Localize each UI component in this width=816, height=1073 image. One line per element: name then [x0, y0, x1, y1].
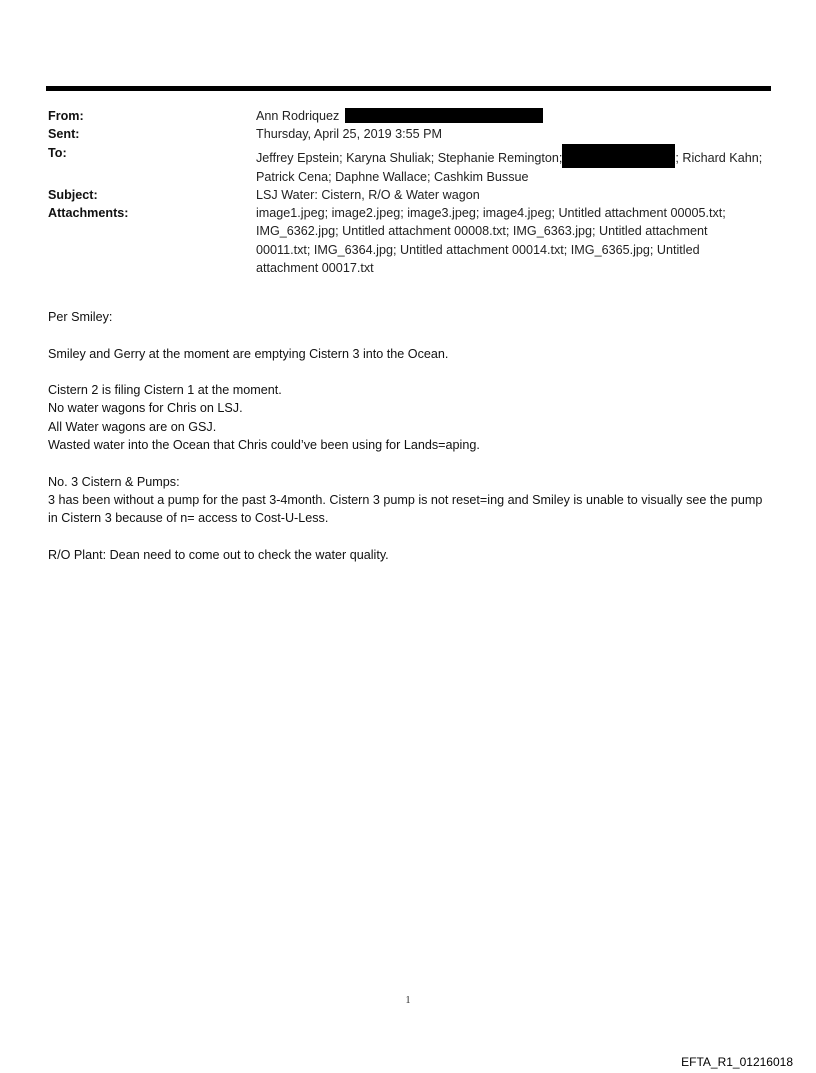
subject-value: LSJ Water: Cistern, R/O & Water wagon — [256, 187, 480, 202]
email-body — [48, 308, 768, 564]
subject-label: Subject: — [48, 187, 98, 202]
document-id: EFTA_R1_01216018 — [681, 1055, 793, 1069]
attachments-row — [48, 204, 763, 277]
email-header — [48, 107, 763, 277]
header-divider — [46, 86, 771, 91]
body-greeting: Per Smiley: — [48, 310, 113, 324]
attachments-value: image1.jpeg; image2.jpeg; image3.jpeg; image4.jpeg; Untitled attachment 00005.txt; IMG_6362.jpg; Untitled attachment 00008.txt; IMG_6363.jpg; Untitled attachment 00011.txt; IMG_6364.jpg; Untitled attachment 00014.txt; IMG_6365.jpg; Untitled attachment 00017.txt — [256, 206, 726, 276]
to-row — [48, 144, 763, 186]
from-label: From: — [48, 109, 84, 123]
body-line: Wasted water into the Ocean that Chris could’ve been using for Lands=aping. — [48, 438, 480, 453]
to-recipients-part2: ; Richard Kahn; Patrick Cena; Daphne Wallace; Cashkim Bussue — [256, 150, 763, 184]
body-line: All Water wagons are on GSJ. — [48, 419, 217, 434]
body-paragraph: 3 has been without a pump for the past 3-4month. Cistern 3 pump is not reset=ing and Smiley is unable to visually see the pump in Cistern 3 because of n= access to Cost-U-Less. — [48, 492, 763, 526]
redaction-box — [345, 108, 543, 123]
body-line: Cistern 2 is filing Cistern 1 at the moment. — [48, 383, 282, 398]
from-row — [48, 107, 763, 125]
sent-label: Sent: — [48, 127, 80, 142]
body-paragraph: Smiley and Gerry at the moment are emptying Cistern 3 into the Ocean. — [48, 346, 449, 361]
body-paragraph: R/O Plant: Dean need to come out to check the water quality. — [48, 547, 389, 562]
redaction-box — [562, 144, 675, 168]
body-line: No. 3 Cistern & Pumps: — [48, 474, 180, 489]
sent-row — [48, 125, 763, 143]
page-number: 1 — [405, 995, 411, 1006]
from-value — [256, 107, 763, 125]
to-recipients-part1: Jeffrey Epstein; Karyna Shuliak; Stephanie Remington; — [256, 150, 563, 165]
attachments-label: Attachments: — [48, 206, 129, 221]
body-line: No water wagons for Chris on LSJ. — [48, 401, 243, 416]
to-value — [256, 144, 763, 186]
from-name: Ann Rodriquez — [256, 109, 340, 123]
sent-value: Thursday, April 25, 2019 3:55 PM — [256, 127, 442, 142]
subject-row — [48, 186, 763, 204]
to-label: To: — [48, 145, 67, 160]
